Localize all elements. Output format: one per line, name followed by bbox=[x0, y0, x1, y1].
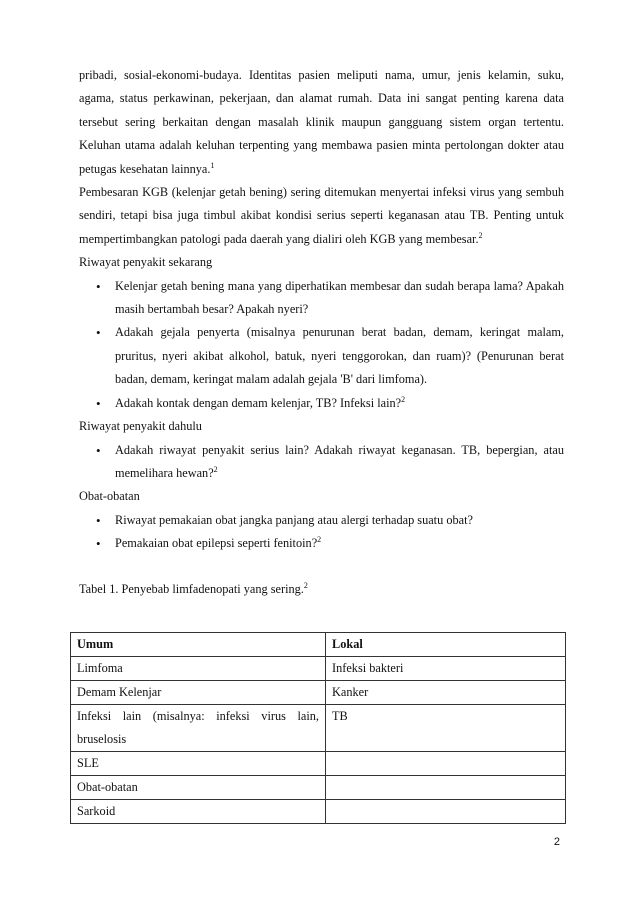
footnote-ref: 2 bbox=[401, 394, 406, 404]
list-item-text: Riwayat pemakaian obat jangka panjang atau alergi terhadap suatu obat? bbox=[115, 512, 473, 527]
list-item-text: Adakah riwayat penyakit serius lain? Adakah riwayat keganasan. TB, bepergian, atau memelihara hewan? bbox=[115, 442, 564, 480]
list-item bbox=[79, 439, 564, 486]
footnote-ref: 1 bbox=[210, 160, 215, 170]
table-cell: Demam Kelenjar bbox=[71, 681, 326, 705]
footnote-ref: 2 bbox=[478, 230, 483, 240]
table-cell bbox=[326, 800, 566, 824]
section-heading: Riwayat penyakit dahulu bbox=[79, 419, 202, 434]
table-cell: TB bbox=[326, 705, 566, 752]
causes-table bbox=[70, 632, 566, 824]
list-item-text: Adakah gejala penyerta (misalnya penurunan berat badan, demam, keringat malam, pruritus, nyeri akibat alkohol, batuk, nyeri tenggorokan, dan ruam)? (Penurunan berat badan, demam, keringat malam adalah gejala 'B' dari limfoma). bbox=[115, 325, 564, 387]
footnote-ref: 2 bbox=[213, 464, 218, 474]
table-cell bbox=[326, 776, 566, 800]
table-cell: Infeksi bakteri bbox=[326, 657, 566, 681]
page-number: 2 bbox=[553, 836, 560, 848]
footnote-ref: 2 bbox=[317, 535, 322, 545]
section-heading: Riwayat penyakit sekarang bbox=[79, 255, 213, 270]
table-header-cell: Lokal bbox=[326, 633, 566, 657]
table-row bbox=[71, 681, 566, 705]
table-row bbox=[71, 800, 566, 824]
table-cell: Infeksi lain (misalnya: infeksi virus lain, bruselosis bbox=[71, 705, 326, 752]
paragraph-text: pribadi, sosial-ekonomi-budaya. Identitas pasien meliputi nama, umur, jenis kelamin, suku, agama, status perkawinan, pekerjaan, dan alamat rumah. Data ini sangat penting karena data tersebut sering berkaitan dengan masalah klinik maupun gangguang sistem organ tertentu. Keluhan utama adalah keluhan terpenting yang membawa pasien minta pertolongan dokter atau petugas kesehatan lainnya. bbox=[79, 68, 564, 176]
list-item bbox=[79, 321, 564, 391]
table-row bbox=[71, 705, 566, 752]
caption-text: Tabel 1. Penyebab limfadenopati yang sering. bbox=[79, 581, 304, 596]
table-cell: Kanker bbox=[326, 681, 566, 705]
list-item bbox=[79, 275, 564, 322]
section-heading: Obat-obatan bbox=[79, 489, 140, 504]
list-item-text: Adakah kontak dengan demam kelenjar, TB? Infeksi lain? bbox=[115, 395, 402, 410]
list-item-text: Kelenjar getah bening mana yang diperhatikan membesar dan sudah berapa lama? Apakah masih bertambah besar? Apakah nyeri? bbox=[115, 278, 564, 317]
table-cell bbox=[326, 752, 566, 776]
bullet-list bbox=[79, 275, 564, 415]
footnote-ref: 2 bbox=[303, 580, 308, 590]
paragraph-text: Pembesaran KGB (kelenjar getah bening) sering ditemukan menyertai infeksi virus yang sembuh sendiri, tetapi bisa juga timbul akibat kondisi serius seperti keganasan atau TB. Penting untuk mempertimbangkan patologi pada daerah yang dialiri oleh KGB yang membesar. bbox=[79, 185, 564, 246]
table-row bbox=[71, 776, 566, 800]
table-row bbox=[71, 657, 566, 681]
table-row bbox=[71, 752, 566, 776]
table-cell: Sarkoid bbox=[71, 800, 326, 824]
table-header-row bbox=[71, 633, 566, 657]
table-cell: Obat-obatan bbox=[71, 776, 326, 800]
bullet-list bbox=[79, 439, 564, 486]
paragraph-kgb bbox=[79, 181, 564, 251]
list-item bbox=[79, 392, 564, 415]
table-caption bbox=[79, 578, 564, 601]
list-item bbox=[79, 532, 564, 555]
list-item bbox=[79, 509, 564, 532]
paragraph-identitas bbox=[79, 64, 564, 181]
table-cell: SLE bbox=[71, 752, 326, 776]
list-item-text: Pemakaian obat epilepsi seperti fenitoin? bbox=[115, 536, 318, 551]
bullet-list bbox=[79, 509, 564, 556]
body-text bbox=[79, 64, 564, 617]
table-header-cell: Umum bbox=[71, 633, 326, 657]
table-cell: Limfoma bbox=[71, 657, 326, 681]
